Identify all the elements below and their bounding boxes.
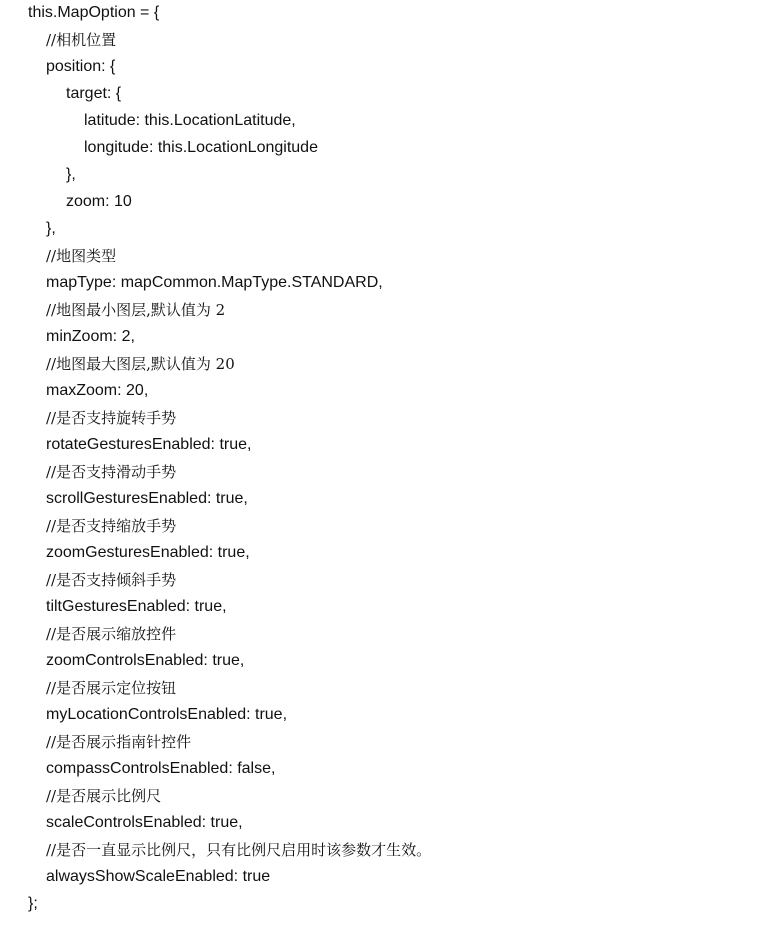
code-line: }, xyxy=(66,166,76,183)
code-line: zoomGesturesEnabled: true, xyxy=(46,544,250,561)
code-line: latitude: this.LocationLatitude, xyxy=(84,112,296,129)
code-line: mapType: mapCommon.MapType.STANDARD, xyxy=(46,274,383,291)
code-line: this.MapOption = { xyxy=(28,4,160,21)
code-line: maxZoom: 20, xyxy=(46,382,149,399)
code-comment: //是否展示缩放控件 xyxy=(46,625,177,643)
code-block xyxy=(28,2,431,920)
code-comment: //是否支持旋转手势 xyxy=(46,409,177,427)
code-line: minZoom: 2, xyxy=(46,328,135,345)
code-comment: //是否支持缩放手势 xyxy=(46,517,177,535)
code-line: myLocationControlsEnabled: true, xyxy=(46,706,288,723)
code-line: alwaysShowScaleEnabled: true xyxy=(46,868,271,885)
code-line: compassControlsEnabled: false, xyxy=(46,760,276,777)
code-line: }; xyxy=(28,895,38,912)
code-line: scaleControlsEnabled: true, xyxy=(46,814,243,831)
code-comment: //地图最大图层,默认值为 20 xyxy=(46,355,235,373)
code-line: }, xyxy=(46,220,56,237)
code-comment: //是否展示定位按钮 xyxy=(46,679,177,697)
code-comment: //是否一直显示比例尺，只有比例尺启用时该参数才生效。 xyxy=(46,841,432,859)
code-line: rotateGesturesEnabled: true, xyxy=(46,436,252,453)
code-line: zoom: 10 xyxy=(66,193,132,210)
code-line: position: { xyxy=(46,58,116,75)
code-comment: //是否展示指南针控件 xyxy=(46,733,192,751)
code-comment: //相机位置 xyxy=(46,31,117,49)
code-line: target: { xyxy=(66,85,122,102)
code-comment: //是否支持倾斜手势 xyxy=(46,571,177,589)
code-comment: //是否展示比例尺 xyxy=(46,787,162,805)
code-comment: //地图最小图层,默认值为 2 xyxy=(46,301,226,319)
code-comment: //是否支持滑动手势 xyxy=(46,463,177,481)
code-line: longitude: this.LocationLongitude xyxy=(84,139,318,156)
code-comment: //地图类型 xyxy=(46,247,117,265)
code-line: zoomControlsEnabled: true, xyxy=(46,652,245,669)
code-line: tiltGesturesEnabled: true, xyxy=(46,598,227,615)
code-line: scrollGesturesEnabled: true, xyxy=(46,490,248,507)
